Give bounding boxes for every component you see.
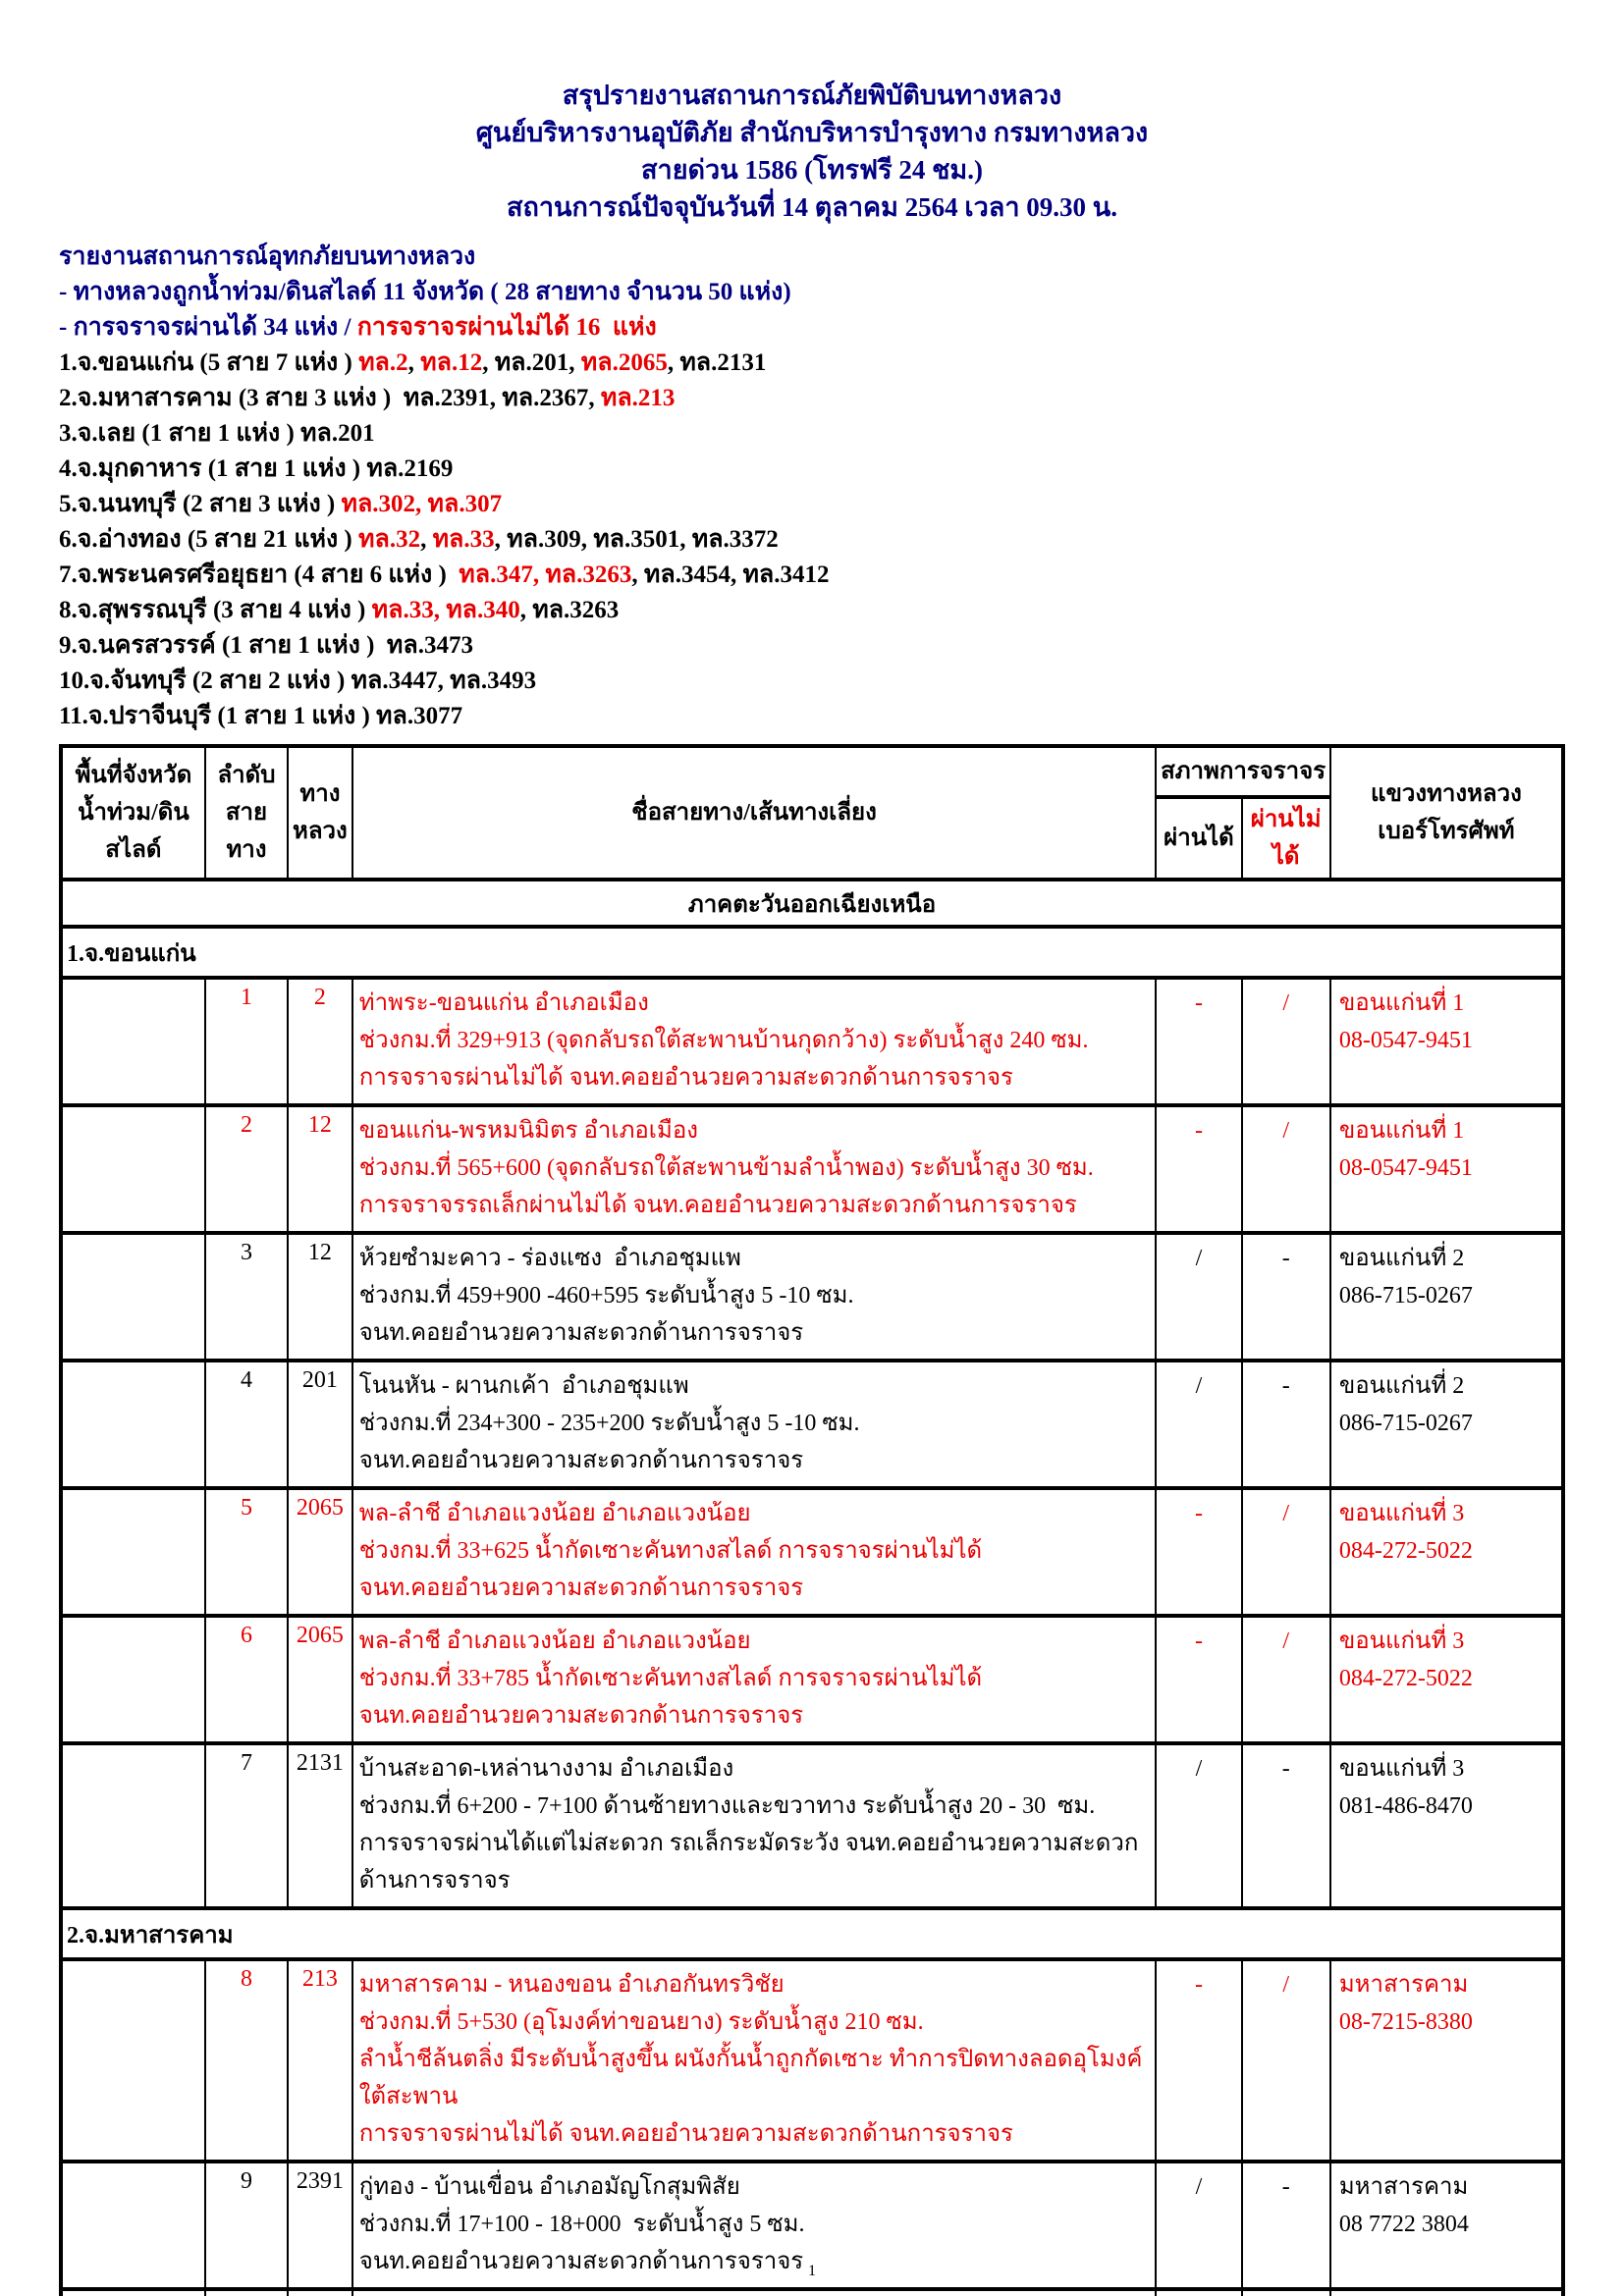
- page-number: 1: [808, 2263, 816, 2279]
- header-seq-line1: ลำดับ: [217, 763, 276, 788]
- pass-fail-cell: [1242, 1616, 1330, 1743]
- province-text: , ทล.201,: [482, 349, 581, 376]
- district-office-phone: 081-486-8470: [1338, 1793, 1473, 1819]
- area-cell: [61, 1105, 205, 1233]
- route-desc-line: ช่วงกม.ที่ 329+913 (จุดกลับรถใต้สะพานบ้านกุดกว้าง) ระดับน้ำสูง 240 ซม.: [358, 1028, 1089, 1053]
- header-area-line1: พื้นที่จังหวัด: [75, 763, 192, 788]
- route-desc-line: ลำน้ำชีล้นตลิ่ง มีระดับน้ำสูงขึ้น ผนังกั้นน้ำถูกกัดเซาะ ทำการปิดทางลอดอุโมงค์ใต้สะพาน: [358, 2047, 1143, 2109]
- pass-fail-mark: -: [1281, 2174, 1290, 2200]
- pass-ok-cell: [1156, 978, 1241, 1105]
- district-office-phone: 086-715-0267: [1338, 1411, 1473, 1436]
- province-text: ,: [420, 526, 433, 553]
- header-seq-line2: สายทาง: [225, 800, 268, 863]
- route-number-cell: 2065: [288, 1616, 352, 1743]
- district-office-name: ขอนแก่นที่ 1: [1338, 1118, 1465, 1144]
- pass-ok-mark: -: [1194, 1972, 1203, 1998]
- route-desc-line: ช่วงกม.ที่ 17+100 - 18+000 ระดับน้ำสูง 5 ซม.: [358, 2212, 805, 2237]
- district-office-phone: 08-7215-8380: [1338, 2009, 1473, 2035]
- district-office-cell: [1330, 1233, 1563, 1361]
- pass-fail-mark: /: [1282, 990, 1290, 1016]
- table-data-row: [61, 1361, 1563, 1488]
- province-text: 6.จ.อ่างทอง (5 สาย 21 แห่ง ): [59, 526, 359, 553]
- seq-cell: 6: [205, 1616, 288, 1743]
- pass-ok-cell: [1156, 1616, 1241, 1743]
- header-area-cell: [61, 746, 205, 880]
- pass-ok-mark: -: [1194, 1118, 1203, 1144]
- pass-fail-mark: -: [1281, 1373, 1290, 1399]
- province-list: [59, 346, 1565, 734]
- pass-ok-cell: [1156, 1959, 1241, 2162]
- province-text: ,: [407, 349, 421, 376]
- pass-ok-mark: /: [1195, 1246, 1203, 1271]
- route-name-cell: [352, 2289, 1157, 2296]
- area-cell: [61, 978, 205, 1105]
- route-desc-line: ขอนแก่น-พรหมนิมิตร อำเภอเมือง: [358, 1118, 698, 1144]
- pass-ok-mark: -: [1194, 990, 1203, 1016]
- pass-ok-cell: [1156, 2289, 1241, 2296]
- district-office-cell: [1330, 978, 1563, 1105]
- seq-cell: 2: [205, 1105, 288, 1233]
- route-desc-line: จนท.คอยอำนวยความสะดวกด้านการจราจร: [358, 1575, 804, 1601]
- pass-ok-mark: /: [1195, 1373, 1203, 1399]
- route-number-cell: 2131: [288, 1743, 352, 1908]
- summary-traffic-status: [59, 310, 1565, 346]
- route-desc-line: ช่วงกม.ที่ 234+300 - 235+200 ระดับน้ำสูง 5 -10 ซม.: [358, 1411, 860, 1436]
- seq-cell: 1: [205, 978, 288, 1105]
- route-highlight: ทล.347, ทล.3263: [459, 561, 632, 588]
- header-office-line1: แขวงทางหลวง: [1371, 781, 1522, 807]
- pass-fail-cell: [1242, 1233, 1330, 1361]
- province-text: , ทล.3454, ทล.3412: [631, 561, 830, 588]
- route-desc-line: การจราจรผ่านได้แต่ไม่สะดวก รถเล็กระมัดระวัง จนท.คอยอำนวยความสะดวกด้านการจราจร: [358, 1831, 1139, 1894]
- route-desc-line: โนนหัน - ผานกเค้า อำเภอชุมแพ: [358, 1373, 689, 1399]
- route-desc-line: การจราจรผ่านไม่ได้ จนท.คอยอำนวยความสะดวกด้านการจราจร: [358, 2121, 1013, 2147]
- header-office-line2: เบอร์โทรศัพท์: [1378, 819, 1515, 844]
- route-desc-line: ช่วงกม.ที่ 565+600 (จุดกลับรถใต้สะพานข้ามลำน้ำพอง) ระดับน้ำสูง 30 ซม.: [358, 1155, 1094, 1181]
- area-cell: [61, 1488, 205, 1616]
- header-office-cell: [1330, 746, 1563, 880]
- province-text: 10.จ.จันทบุรี (2 สาย 2 แห่ง ) ทล.3447, ทล.3493: [59, 667, 537, 694]
- pass-fail-mark: /: [1282, 1118, 1290, 1144]
- district-office-name: ขอนแก่นที่ 2: [1338, 1246, 1465, 1271]
- route-name-cell: [352, 1616, 1157, 1743]
- region-header-cell: ภาคตะวันออกเฉียงเหนือ: [61, 880, 1563, 927]
- table-data-row: [61, 978, 1563, 1105]
- seq-cell: 5: [205, 1488, 288, 1616]
- district-office-phone: 08 7722 3804: [1338, 2212, 1469, 2237]
- province-text: 4.จ.มุกดาหาร (1 สาย 1 แห่ง ) ทล.2169: [59, 455, 454, 482]
- header-pass-cell: ผ่านได้: [1156, 797, 1241, 880]
- district-office-cell: [1330, 2289, 1563, 2296]
- province-text: 11.จ.ปราจีนบุรี (1 สาย 1 แห่ง ) ทล.3077: [59, 703, 463, 729]
- agency-name: ศูนย์บริหารงานอุบัติภัย สำนักบริหารบำรุงทาง กรมทางหลวง: [475, 118, 1149, 147]
- region-header-row: [61, 880, 1563, 927]
- table-data-row: [61, 1959, 1563, 2162]
- district-office-name: ขอนแก่นที่ 1: [1338, 990, 1465, 1016]
- area-cell: [61, 1361, 205, 1488]
- route-number-cell: 213: [288, 1959, 352, 2162]
- route-highlight: ทล.2065: [580, 349, 668, 376]
- province-summary-line: [59, 593, 1565, 628]
- route-number-cell: 2: [288, 978, 352, 1105]
- header-route-line2: หลวง: [293, 819, 348, 844]
- route-desc-line: ช่วงกม.ที่ 6+200 - 7+100 ด้านซ้ายทางและขวาทาง ระดับน้ำสูง 20 - 30 ซม.: [358, 1793, 1096, 1819]
- pass-fail-mark: -: [1281, 1756, 1290, 1782]
- header-seq-cell: [205, 746, 288, 880]
- route-desc-line: การจราจรผ่านไม่ได้ จนท.คอยอำนวยความสะดวกด้านการจราจร: [358, 1065, 1013, 1091]
- route-name-cell: [352, 978, 1157, 1105]
- impassable-count: การจราจรผ่านไม่ได้ 16 แห่ง: [356, 314, 657, 341]
- route-desc-line: ช่วงกม.ที่ 5+530 (อุโมงค์ท่าขอนยาง) ระดับน้ำสูง 210 ซม.: [358, 2009, 924, 2035]
- pass-ok-cell: [1156, 1233, 1241, 1361]
- district-office-cell: [1330, 1361, 1563, 1488]
- table-header-row-1: [61, 746, 1563, 797]
- pass-ok-mark: -: [1194, 1629, 1203, 1654]
- table-data-row: [61, 1488, 1563, 1616]
- seq-cell: 7: [205, 1743, 288, 1908]
- pass-fail-mark: /: [1282, 1972, 1290, 1998]
- province-summary-line: [59, 346, 1565, 381]
- district-office-cell: [1330, 1105, 1563, 1233]
- province-text: 7.จ.พระนครศรีอยุธยา (4 สาย 6 แห่ง ): [59, 561, 460, 588]
- province-summary-line: [59, 452, 1565, 487]
- route-name-cell: [352, 1743, 1157, 1908]
- district-office-name: ขอนแก่นที่ 2: [1338, 1373, 1465, 1399]
- province-text: 1.จ.ขอนแก่น (5 สาย 7 แห่ง ): [59, 349, 359, 376]
- pass-ok-cell: [1156, 1105, 1241, 1233]
- table-data-row: [61, 1743, 1563, 1908]
- district-office-phone: 08-0547-9451: [1338, 1028, 1473, 1053]
- district-office-name: มหาสารคาม: [1338, 1972, 1469, 1998]
- province-text: 2.จ.มหาสารคาม (3 สาย 3 แห่ง ) ทล.2391, ทล.2367,: [59, 385, 601, 411]
- province-text: , ทล.3263: [519, 597, 620, 623]
- document-header: [59, 77, 1565, 226]
- route-desc-line: จนท.คอยอำนวยความสะดวกด้านการจราจร: [358, 2249, 804, 2274]
- flood-report-table: [59, 744, 1565, 2296]
- seq-cell: 3: [205, 1233, 288, 1361]
- area-cell: [61, 1616, 205, 1743]
- route-highlight: ทล.213: [600, 385, 676, 411]
- province-summary-line: [59, 416, 1565, 452]
- province-summary-line: [59, 487, 1565, 522]
- route-desc-line: จนท.คอยอำนวยความสะดวกด้านการจราจร: [358, 1320, 804, 1346]
- district-office-cell: [1330, 1959, 1563, 2162]
- pass-fail-cell: [1242, 1361, 1330, 1488]
- report-datetime: สถานการณ์ปัจจุบันวันที่ 14 ตุลาคม 2564 เวลา 09.30 น.: [507, 192, 1117, 222]
- header-fail-cell: ผ่านไม่ได้: [1242, 797, 1330, 880]
- province-text: 3.จ.เลย (1 สาย 1 แห่ง ) ทล.201: [59, 420, 375, 447]
- pass-fail-cell: [1242, 978, 1330, 1105]
- district-office-phone: 086-715-0267: [1338, 1283, 1473, 1308]
- seq-cell: 9: [205, 2162, 288, 2289]
- pass-fail-mark: /: [1282, 1501, 1290, 1526]
- pass-fail-cell: [1242, 1743, 1330, 1908]
- table-body: [61, 746, 1563, 2296]
- pass-ok-mark: /: [1195, 1756, 1203, 1782]
- province-summary-line: [59, 381, 1565, 416]
- province-header-row: [61, 1908, 1563, 1959]
- pass-fail-mark: /: [1282, 1629, 1290, 1654]
- district-office-phone: 08-0547-9451: [1338, 1155, 1473, 1181]
- table-data-row: [61, 1616, 1563, 1743]
- pass-ok-mark: -: [1194, 1501, 1203, 1526]
- route-highlight: ทล.33: [432, 526, 495, 553]
- route-name-cell: [352, 1105, 1157, 1233]
- route-desc-line: ช่วงกม.ที่ 33+625 น้ำกัดเซาะคันทางสไลด์ การจราจรผ่านไม่ได้: [358, 1538, 983, 1564]
- area-cell: [61, 1743, 205, 1908]
- province-text: 9.จ.นครสวรรค์ (1 สาย 1 แห่ง ) ทล.3473: [59, 632, 473, 659]
- province-summary-line: [59, 664, 1565, 699]
- pass-fail-cell: [1242, 1959, 1330, 2162]
- route-number-cell: 12: [288, 1233, 352, 1361]
- district-office-cell: [1330, 1488, 1563, 1616]
- pass-ok-cell: [1156, 1361, 1241, 1488]
- district-office-phone: 084-272-5022: [1338, 1538, 1473, 1564]
- province-summary-line: [59, 522, 1565, 558]
- route-desc-line: ช่วงกม.ที่ 459+900 -460+595 ระดับน้ำสูง 5 -10 ซม.: [358, 1283, 854, 1308]
- area-cell: [61, 1959, 205, 2162]
- district-office-cell: [1330, 1743, 1563, 1908]
- header-route-line1: ทาง: [299, 781, 341, 807]
- report-title: สรุปรายงานสถานการณ์ภัยพิบัติบนทางหลวง: [562, 80, 1062, 110]
- province-header-cell: 1.จ.ขอนแก่น: [61, 927, 1563, 978]
- district-office-name: ขอนแก่นที่ 3: [1338, 1756, 1465, 1782]
- seq-cell: 8: [205, 1959, 288, 2162]
- header-area-line2: น้ำท่วม/ดินสไลด์: [78, 800, 189, 863]
- route-name-cell: [352, 1488, 1157, 1616]
- summary-title: รายงานสถานการณ์อุทกภัยบนทางหลวง: [59, 243, 476, 270]
- pass-ok-cell: [1156, 1743, 1241, 1908]
- route-number-cell: 12: [288, 1105, 352, 1233]
- hotline: สายด่วน 1586 (โทรฟรี 24 ชม.): [641, 155, 983, 185]
- route-highlight: ทล.12: [420, 349, 483, 376]
- route-number-cell: 201: [288, 1361, 352, 1488]
- table-data-row: [61, 1233, 1563, 1361]
- route-desc-line: การจราจรรถเล็กผ่านไม่ได้ จนท.คอยอำนวยความสะดวกด้านการจราจร: [358, 1193, 1077, 1218]
- province-header-cell: 2.จ.มหาสารคาม: [61, 1908, 1563, 1959]
- route-number-cell: 2391: [288, 2162, 352, 2289]
- route-desc-line: ช่วงกม.ที่ 33+785 น้ำกัดเซาะคันทางสไลด์ การจราจรผ่านไม่ได้: [358, 1666, 983, 1691]
- header-traffic-group-cell: สภาพการจราจร: [1156, 746, 1329, 797]
- route-number-cell: 2065: [288, 1488, 352, 1616]
- province-header-row: [61, 927, 1563, 978]
- route-highlight: ทล.302, ทล.307: [341, 491, 503, 517]
- route-desc-line: กู่ทอง - บ้านเขื่อน อำเภอมัญโกสุมพิสัย: [358, 2174, 740, 2200]
- table-data-row: [61, 1105, 1563, 1233]
- route-name-cell: [352, 1233, 1157, 1361]
- province-text: , ทล.2131: [667, 349, 767, 376]
- route-desc-line: จนท.คอยอำนวยความสะดวกด้านการจราจร: [358, 1448, 804, 1473]
- province-summary-line: [59, 699, 1565, 734]
- pass-fail-cell: [1242, 1105, 1330, 1233]
- district-office-name: ขอนแก่นที่ 3: [1338, 1501, 1465, 1526]
- pass-fail-cell: [1242, 2289, 1330, 2296]
- route-desc-line: จนท.คอยอำนวยความสะดวกด้านการจราจร: [358, 1703, 804, 1729]
- route-desc-line: บ้านสะอาด-เหล่านางงาม อำเภอเมือง: [358, 1756, 734, 1782]
- pass-fail-mark: -: [1281, 1246, 1290, 1271]
- route-highlight: ทล.32: [358, 526, 421, 553]
- route-desc-line: มหาสารคาม - หนองขอน อำเภอกันทรวิชัย: [358, 1972, 785, 1998]
- district-office-name: ขอนแก่นที่ 3: [1338, 1629, 1465, 1654]
- area-cell: [61, 2289, 205, 2296]
- district-office-name: มหาสารคาม: [1338, 2174, 1469, 2200]
- seq-cell: [205, 2289, 288, 2296]
- seq-cell: 4: [205, 1361, 288, 1488]
- province-text: , ทล.309, ทล.3501, ทล.3372: [494, 526, 779, 553]
- route-desc-line: พล-ลำชี อำเภอแวงน้อย อำเภอแวงน้อย: [358, 1501, 751, 1526]
- province-summary-line: [59, 628, 1565, 664]
- header-routename-cell: ชื่อสายทาง/เส้นทางเลี่ยง: [352, 746, 1157, 880]
- district-office-phone: 084-272-5022: [1338, 1666, 1473, 1691]
- province-text: 5.จ.นนทบุรี (2 สาย 3 แห่ง ): [59, 491, 342, 517]
- route-name-cell: [352, 1959, 1157, 2162]
- table-data-row: [61, 2289, 1563, 2296]
- pass-ok-cell: [1156, 1488, 1241, 1616]
- route-desc-line: พล-ลำชี อำเภอแวงน้อย อำเภอแวงน้อย: [358, 1629, 751, 1654]
- passable-count: - การจราจรผ่านได้ 34 แห่ง /: [59, 314, 357, 341]
- route-number-cell: [288, 2289, 352, 2296]
- header-route-cell: [288, 746, 352, 880]
- province-text: 8.จ.สุพรรณบุรี (3 สาย 4 แห่ง ): [59, 597, 372, 623]
- route-desc-line: ห้วยซำมะคาว - ร่องแซง อำเภอชุมแพ: [358, 1246, 741, 1271]
- province-summary-line: [59, 558, 1565, 593]
- district-office-cell: [1330, 1616, 1563, 1743]
- route-name-cell: [352, 1361, 1157, 1488]
- route-highlight: ทล.2: [358, 349, 408, 376]
- summary-flooded-routes: - ทางหลวงถูกน้ำท่วม/ดินสไลด์ 11 จังหวัด ( 28 สายทาง จำนวน 50 แห่ง): [59, 279, 791, 305]
- route-highlight: ทล.33, ทล.340: [371, 597, 520, 623]
- pass-fail-cell: [1242, 1488, 1330, 1616]
- area-cell: [61, 1233, 205, 1361]
- pass-ok-mark: /: [1195, 2174, 1203, 2200]
- route-desc-line: ท่าพระ-ขอนแก่น อำเภอเมือง: [358, 990, 649, 1016]
- summary-section: [59, 240, 1565, 734]
